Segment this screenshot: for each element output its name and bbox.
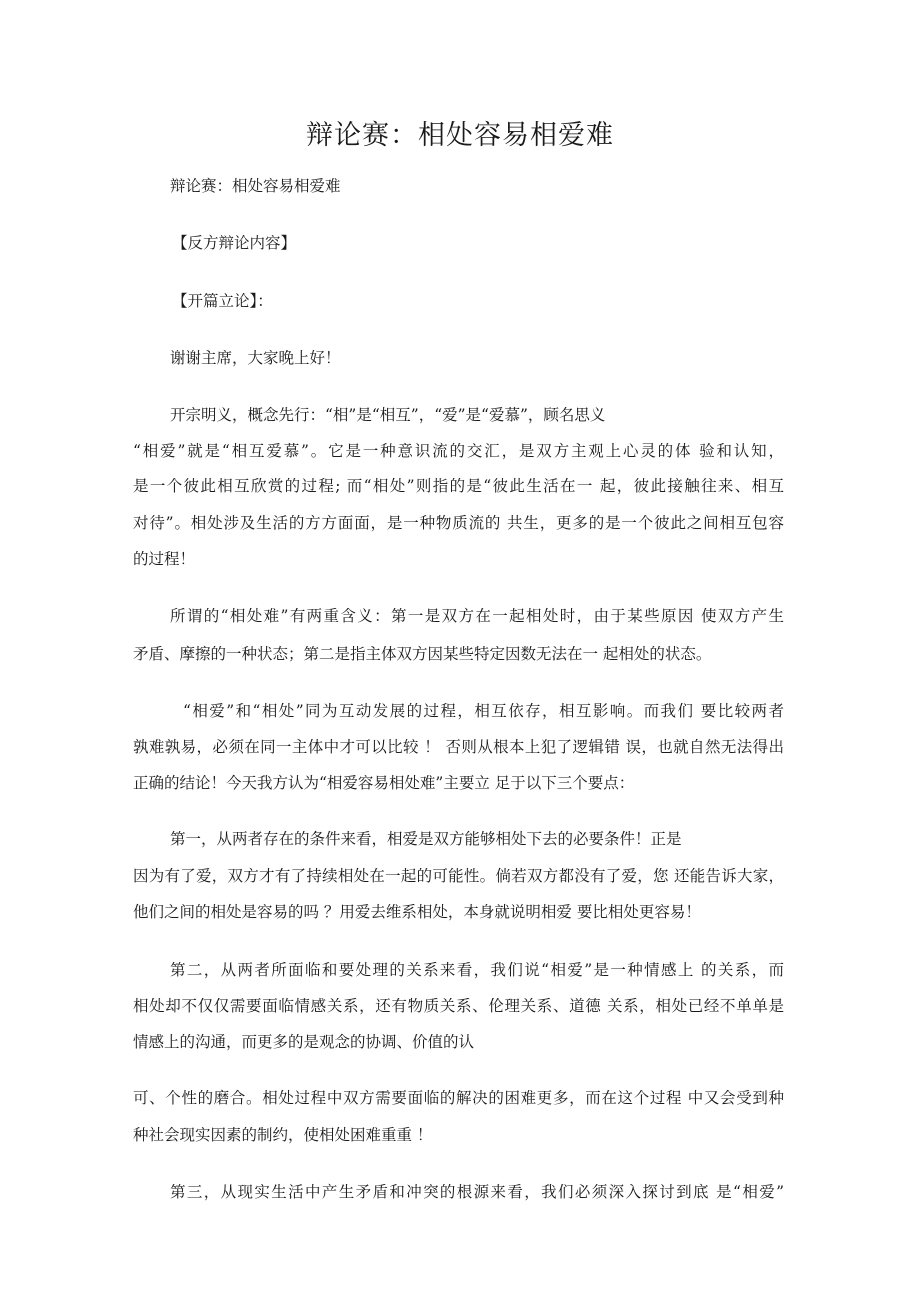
paragraph-line: 是一个彼此相互欣赏的过程; 而“相处”则指的是“彼此生活在一 起，彼此接触往来、相互	[133, 477, 784, 495]
document-title: 辩论赛：相处容易相爱难	[306, 120, 614, 151]
paragraph-line: 可、个性的磨合。相处过程中双方需要面临的解决的困难更多，而在这个过程 中又会受到种	[133, 1089, 784, 1107]
paragraph-line: 正确的结论！今天我方认为“相爱容易相处难”主要立 足于以下三个要点：	[133, 774, 635, 792]
paragraph-line: 孰难孰易，必须在同一主体中才可以比较 ！ 否则从根本上犯了逻辑错 误，也就自然无法得出	[133, 738, 784, 756]
paragraph-line: 所谓的“相处难”有两重含义：第一是双方在一起相处时，由于某些原因 使双方产生	[170, 607, 784, 625]
paragraph-line: 开宗明义，概念先行：“相”是“相互”，“爱”是“爱慕”，顾名思义	[170, 406, 606, 424]
paragraph-line: 情感上的沟通，而更多的是观念的协调、价值的认	[133, 1033, 475, 1051]
greeting: 谢谢主席，大家晚上好！	[170, 349, 341, 367]
paragraph-line: 他们之间的相处是容易的吗 ？用爱去维系相处，本身就说明相爱 要比相处更容易！	[133, 903, 701, 921]
paragraph-line: 相处却不仅仅需要面临情感关系，还有物质关系、伦理关系、道德 关系，相处已经不单单是	[133, 997, 784, 1015]
paragraph-line: 对待”。相处涉及生活的方方面面，是一种物质流的 共生，更多的是一个彼此之间相互包容	[133, 514, 784, 532]
paragraph-line: “相爱”和“相处”同为互动发展的过程，相互依存，相互影响。而我们 要比较两者	[183, 702, 784, 720]
paragraph-line: “相爱”就是“相互爱慕”。它是一种意识流的交汇，是双方主观上心灵的体 验和认知，	[133, 442, 784, 460]
subtitle: 辩论赛：相处容易相爱难	[170, 177, 341, 195]
paragraph-line: 种社会现实因素的制约，使相处困难重重 ！	[133, 1126, 433, 1144]
paragraph-line: 矛盾、摩擦的一种状态；第二是指主体双方因某些特定因数无法在一 起相处的状态。	[133, 645, 712, 663]
paragraph-line: 第三，从现实生活中产生矛盾和冲突的根源来看，我们必须深入探讨到底 是“相爱”	[170, 1183, 784, 1201]
paragraph-line: 第二，从两者所面临和要处理的关系来看，我们说“相爱”是一种情感上 的关系，而	[170, 961, 784, 979]
section-heading: 【反方辩论内容】	[172, 234, 297, 252]
paragraph-line: 的过程！	[133, 550, 196, 568]
paragraph-line: 因为有了爱，双方才有了持续相处在一起的可能性。倘若双方都没有了爱，您 还能告诉大家，	[133, 867, 784, 885]
paragraph-line: 第一，从两者存在的条件来看，相爱是双方能够相处下去的必要条件！正是	[170, 830, 682, 848]
opening-heading: 【开篇立论】：	[172, 292, 273, 310]
